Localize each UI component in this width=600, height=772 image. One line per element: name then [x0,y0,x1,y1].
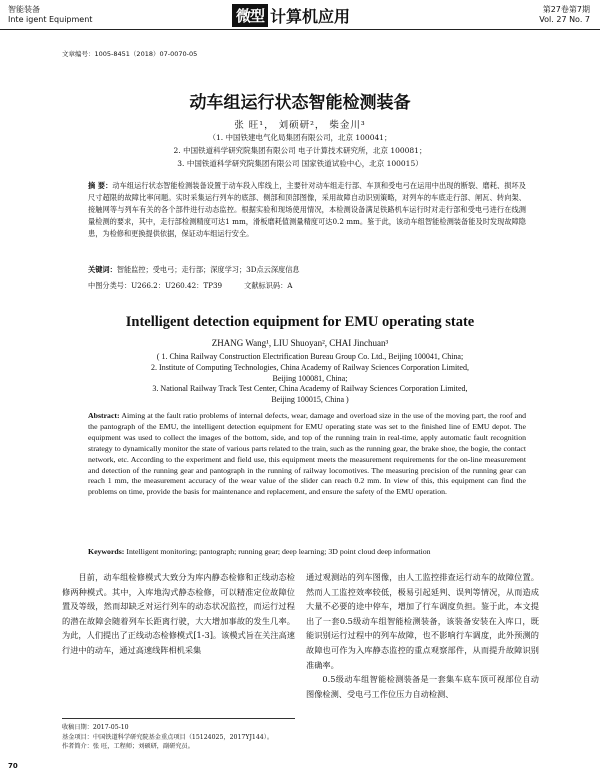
volume-info [539,5,590,25]
body-column-left [62,570,295,658]
affiliations-english [110,352,510,406]
keywords-cn-label: 关键词： [88,265,117,274]
keywords-en-text: Intelligent monitoring; pantograph; running gear; deep learning; 3D point cloud deep information [126,547,431,556]
affiliation-en-line: Beijing 100081, China; [272,373,348,383]
affiliation-en-line: 3. National Railway Track Test Center, China Academy of Railway Sciences Corporation Limited, [152,384,468,394]
abstract-english [88,411,526,498]
affiliation-cn-3: 3. 中国铁道科学研究院集团有限公司 国家铁道试验中心，北京 100015） [177,159,423,168]
journal-section-cn: 智能装备 [8,5,40,14]
clc-number: 中图分类号：U266.2：U260.42：TP39 [88,281,223,290]
abstract-en-label: Abstract: [88,411,120,420]
page-number: 70 [8,762,18,770]
title-english: Intelligent detection equipment for EMU operating state [125,314,475,330]
affiliation-en-line: ( 1. China Railway Construction Electrification Bureau Group Co. Ltd., Beijing 100041, China; [156,352,464,361]
keywords-en-label: Keywords: [88,547,125,556]
title-chinese: 动车组运行状态智能检测装备 [189,93,411,113]
abstract-en-text: Aiming at the fault ratio problems of internal defects, wear, damage and overload size in the use of the moving part, the roof and the pantograph of the EMU, the intelligent detection equipment for EMU operating state was set to the finished line of EMU depot. The equipment was used to collect the images of the bottom, side, and top of the running train in real-time, apply automatic fault recognition strategy to dynamically monitor the state of various parts related to the train, such as the running gear, the brake shoe, the bogie, the contact network, etc. According to the experiment and field use, this equipment meets the measurement requirements for the on-line measurement and detection of the running gear and pantograph in the running of railway locomotives. The measuring precision of the running gear can reach 1 mm, the measurement accuracy of the wear value of the slider can reach 0.2 mm. In view of this, this equipment can find the problems on time, provide the basis for maintenance and replacement, and ensure the safety of the EMU operation. [88,411,526,497]
page-header [0,0,600,30]
document-code: 文献标识码：A [244,281,293,290]
volume-cn: 第27卷第7期 [542,5,590,14]
affiliation-cn-2: 2. 中国铁道科学研究院集团有限公司 电子计算技术研究所，北京 100081； [173,146,427,155]
classification-line [88,281,526,291]
body-paragraph: 通过观测站的列车图像，由人工监控排查运行动车的故障位置。然而人工监控效率较低，极易引起延判、误判等情况，从而造成大量不必要的途中停车，增加了行车调度负担。鉴于此，本文提出了一套0.5级动车组智能检测装备，该装备安装在入库口，既能识别运行过程中的列车故障，也不影响行车调度，此外预测的故障也可作为入库静态监控的重点观察部件，从而提升故障识别准确率。 [306,572,539,670]
footnote-received: 收稿日期：2017-05-10 [62,724,129,731]
body-paragraph: 0.5级动车组智能检测装备是一套集车底车顶可视部位自动图像检测、受电弓工作位压力自动检测、 [306,674,539,699]
footnote [62,718,295,752]
logo-text: 计算机应用 [270,6,351,26]
article-id: 文章编号：1005-8451（2018）07-0070-05 [62,50,198,58]
journal-logo [232,3,350,27]
affiliation-en-line: Beijing 100015, China ) [271,395,349,405]
body-paragraph: 目前，动车组检修模式大致分为库内静态检修和正线动态检修两种模式。其中，入库地沟式静态检修，可以精准定位故障位置及等级，然而却缺乏对运行列车的动态状况监控，而运行过程的潜在故障会随着列车长距离行驶，大大增加事故的发生几率。为此，人们提出了正线动态检修模式[1-3]。该模式旨在关注高速行进中的动车，通过高速线阵相机采集 [62,572,295,655]
keywords-cn-text: 智能监控；受电弓；走行部；深度学习；3D点云深度信息 [116,265,300,274]
journal-section-en: Inte igent Equipment [8,15,93,24]
abstract-cn-label: 摘 要： [88,181,113,190]
authors-chinese: 张 旺¹， 刘硕研²， 柴金川³ [234,120,366,131]
keywords-chinese [88,265,526,275]
volume-en: Vol. 27 No. 7 [539,15,590,24]
affiliation-cn-1: （1. 中国铁建电气化局集团有限公司，北京 100041； [208,133,392,142]
footnote-funding: 基金项目：中国铁道科学研究院基金重点项目（15124025，2017YJ144）。 [62,733,274,741]
journal-section [8,5,92,25]
keywords-english [88,547,526,556]
footnote-author-bio: 作者简介：张 旺，工程师；刘硕研，副研究员。 [62,743,194,750]
authors-english: ZHANG Wang¹, LIU Shuoyan², CHAI Jinchuan³ [211,338,389,348]
abstract-chinese [88,180,526,240]
abstract-cn-text: 动车组运行状态智能检测装备设置于动车段入库线上，主要针对动车组走行部、车顶和受电弓在运用中出现的断裂、磨耗、损坏及尺寸超限的故障比率问题。实时采集运行列车的底部、侧部和顶部图像，采用故障自动识别策略，对列车的车底走行部、闸瓦、转向架、接触网等与列车有关的各个部件进行动态监控。根据实验和现场使用情况，本检测设备满足铁路机车运行时对走行部和受电弓进行在线测量检测的要求，其中，走行部检测精度可达1 mm，滑板磨耗值测量精度可达0.2 mm。鉴于此，该动车组智能检测装备能及时发现故障隐患，为检修和更换提供依据，保证动车组运行安全。 [88,181,526,238]
logo-mark: 微型 [232,4,268,27]
affiliation-en-line: 2. Institute of Computing Technologies, China Academy of Railway Sciences Corporation Limited, [151,362,469,372]
body-column-right [306,570,539,701]
